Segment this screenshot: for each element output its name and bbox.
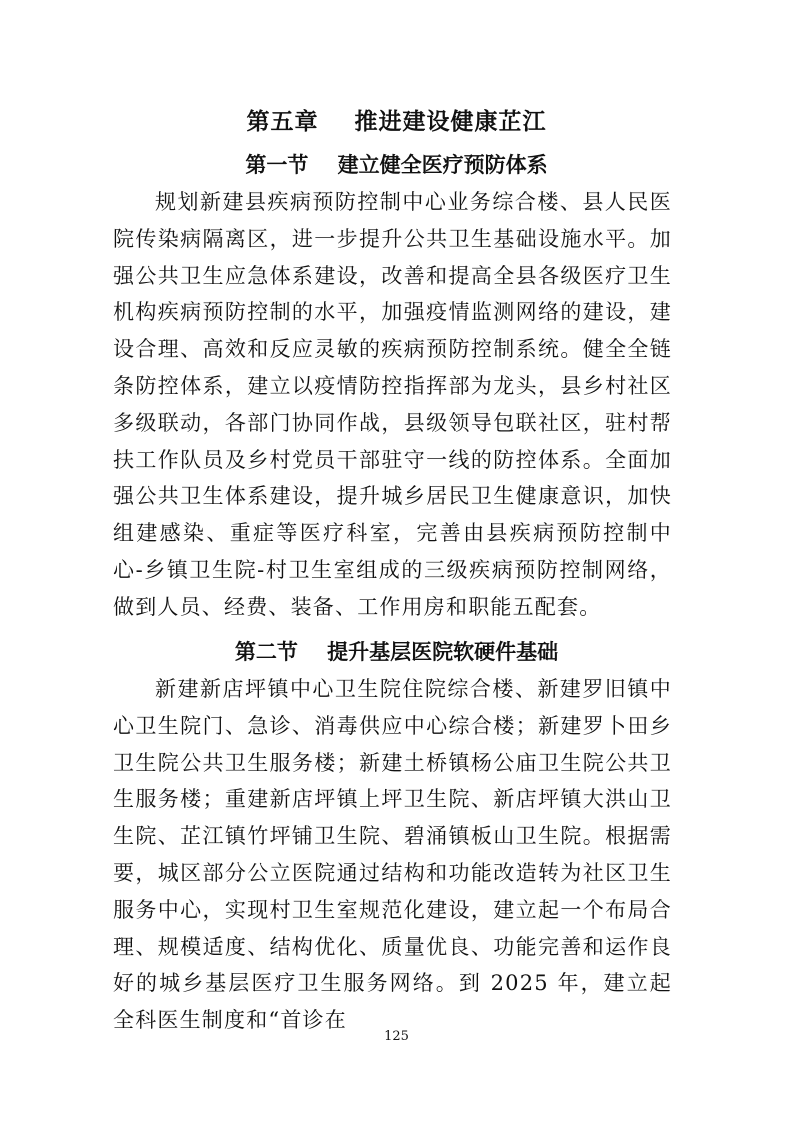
- section-title-1: 第一节 建立健全医疗预防体系: [245, 153, 548, 177]
- section-2-paragraph: 新建新店坪镇中心卫生院住院综合楼、新建罗旧镇中心卫生院门、急诊、消毒供应中心综合楼；新建罗卜田乡卫生院公共卫生服务楼；新建土桥镇杨公庙卫生院公共卫生服务楼；重建新店坪镇上坪卫生院、新店坪镇大洪山卫生院、芷江镇竹坪铺卫生院、碧涌镇板山卫生院。根据需要，城区部分公立医院通过结构和功能改造转为社区卫生服务中心，实现村卫生室规范化建设，建立起一个布局合理、规模适度、结构优化、质量优良、功能完善和运作良好的城乡基层医疗卫生服务网络。到 2025 年，建立起全科医生制度和“首诊在: [113, 677, 672, 1033]
- section-title-2: 第二节 提升基层医院软硬件基础: [234, 640, 559, 664]
- chapter-title: 第五章 推进建设健康芷江: [246, 109, 547, 135]
- section-1-paragraph: 规划新建县疾病预防控制中心业务综合楼、县人民医院传染病隔离区，进一步提升公共卫生基础设施水平。加强公共卫生应急体系建设，改善和提高全县各级医疗卫生机构疾病预防控制的水平，加强疫情监测网络的建设，建设合理、高效和反应灵敏的疾病预防控制系统。健全全链条防控体系，建立以疫情防控指挥部为龙头，县乡村社区多级联动，各部门协同作战，县级领导包联社区，驻村帮扶工作队员及乡村党员干部驻守一线的防控体系。全面加强公共卫生体系建设，提升城乡居民卫生健康意识，加快组建感染、重症等医疗科室，完善由县疾病预防控制中心-乡镇卫生院-村卫生室组成的三级疾病预防控制网络，做到人员、经费、装备、工作用房和职能五配套。: [113, 190, 672, 619]
- page-number: 125: [384, 1029, 409, 1044]
